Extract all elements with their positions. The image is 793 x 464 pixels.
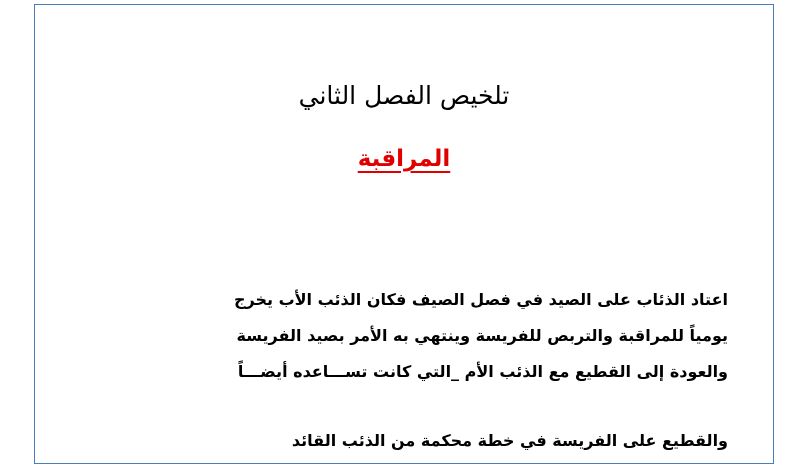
paragraph-line-partial: والقطيع على الفريسة في خطة محكمة من الذئب القائد (291, 431, 728, 450)
paragraph-line: يومياً للمراقبة والتربص للفريسة وينتهي به الأمر بصيد الفريسة (236, 326, 728, 345)
paragraph-line: اعتاد الذئاب على الصيد في فصل الصيف فكان الذئب الأب يخرج (233, 290, 728, 309)
summary-paragraph (60, 290, 728, 450)
document-heading: تلخيص الفصل الثاني (298, 81, 510, 110)
chapter-title: المراقبة (357, 146, 451, 172)
paragraph-line: والعودة إلى القطيع مع الذئب الأم _التي كانت تســـاعده أيضـــاً (237, 362, 728, 381)
